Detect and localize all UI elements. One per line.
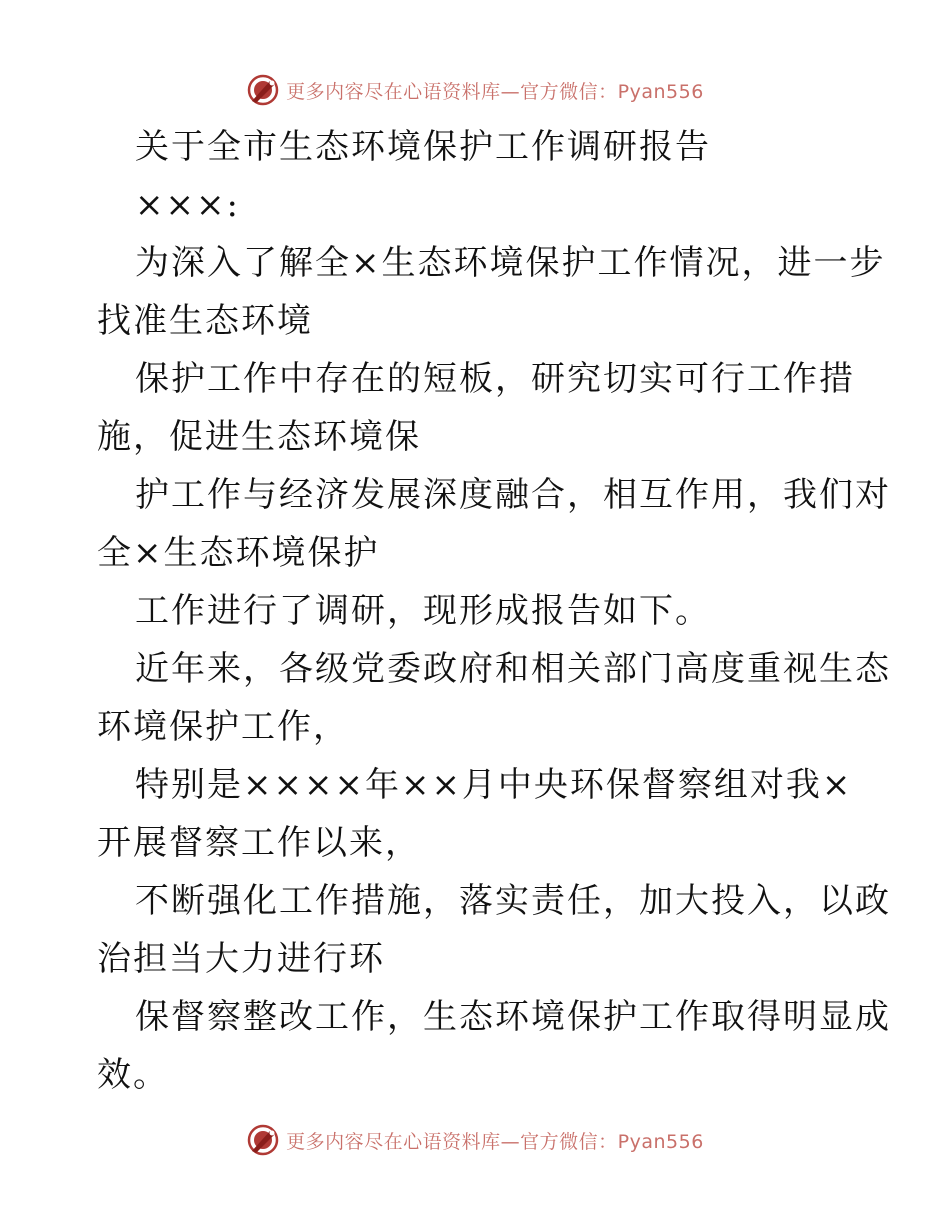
header-banner <box>0 70 950 110</box>
footer-banner <box>0 1120 950 1160</box>
document-line: 环境保护工作， <box>97 707 349 747</box>
document-line: 效。 <box>97 1055 169 1095</box>
document-line: 开展督察工作以来， <box>97 823 421 863</box>
header-banner-text: 更多内容尽在心语资料库—官方微信：Pyan556 <box>286 80 704 103</box>
document-line: 护工作与经济发展深度融合，相互作用，我们对 <box>135 475 891 515</box>
document-body <box>97 118 891 1104</box>
document-line: 保督察整改工作，生态环境保护工作取得明显成 <box>135 997 891 1037</box>
document-line: 全×生态环境保护 <box>97 533 380 573</box>
document-line: 找准生态环境 <box>97 301 313 341</box>
document-line: 治担当大力进行环 <box>97 939 385 979</box>
document-line: 为深入了解全×生态环境保护工作情况，进一步 <box>135 243 886 283</box>
red-pen-circle-logo-icon <box>246 1123 280 1157</box>
red-pen-circle-logo-icon <box>246 73 280 107</box>
document-paragraphs <box>97 234 891 1104</box>
document-line: 工作进行了调研，现形成报告如下。 <box>135 591 711 631</box>
document-line: 保护工作中存在的短板，研究切实可行工作措 <box>135 359 855 399</box>
footer-banner-text: 更多内容尽在心语资料库—官方微信：Pyan556 <box>286 1130 704 1153</box>
document-line: 特别是××××年××月中央环保督察组对我× <box>135 765 853 805</box>
document-salutation: ×××: <box>135 185 240 225</box>
document-line: 施，促进生态环境保 <box>97 417 421 457</box>
document-line: 不断强化工作措施，落实责任，加大投入，以政 <box>135 881 891 921</box>
document-title: 关于全市生态环境保护工作调研报告 <box>135 127 711 167</box>
document-line: 近年来，各级党委政府和相关部门高度重视生态 <box>135 649 891 689</box>
